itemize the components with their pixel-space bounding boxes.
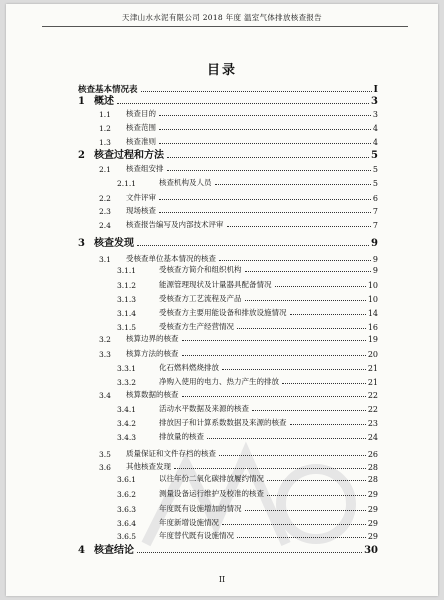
- toc-entry-page: 7: [372, 221, 378, 230]
- toc-entry[interactable]: [117, 529, 378, 541]
- toc-entry-number: 4: [78, 545, 85, 556]
- toc-entry-page: 14: [367, 309, 378, 318]
- toc-leader-dots: [245, 510, 366, 511]
- toc-leader-dots: [159, 212, 371, 213]
- toc-leader-dots: [167, 157, 369, 158]
- toc-entry-number: 3: [78, 238, 85, 249]
- toc-entry-number: 3.2: [99, 335, 111, 344]
- toc-entry[interactable]: [99, 204, 378, 216]
- toc-leader-dots: [219, 455, 366, 456]
- toc-entry-number: 3.3: [99, 350, 111, 359]
- toc-leader-dots: [267, 495, 366, 496]
- toc-entry[interactable]: [117, 502, 378, 514]
- toc-entry-number: 1.1: [99, 110, 111, 119]
- toc-entry-number: 3.1.5: [117, 323, 137, 332]
- toc-entry-page: 9: [371, 238, 378, 249]
- toc-leader-dots: [245, 300, 366, 301]
- toc-leader-dots: [267, 480, 366, 481]
- toc-entry-page: 21: [367, 378, 378, 387]
- toc-entry-title: 现场核查: [126, 206, 156, 215]
- toc-entry-page: 10: [367, 295, 378, 304]
- header-title: 天津山水水泥有限公司 2018 年度 温室气体排放核查报告: [122, 13, 322, 22]
- toc-entry-title: 排放量的核查: [159, 432, 204, 441]
- toc-entry[interactable]: [99, 162, 378, 174]
- toc-entry[interactable]: [117, 361, 378, 373]
- toc-entry-title: 年度既有设施增加的情况: [159, 504, 242, 513]
- toc-entry-title: 核查范围: [126, 123, 156, 132]
- toc-leader-dots: [182, 396, 366, 397]
- toc-leader-dots: [182, 355, 366, 356]
- toc-leader-dots: [159, 199, 371, 200]
- toc-leader-dots: [159, 115, 371, 116]
- toc-entry[interactable]: [117, 487, 378, 499]
- toc-entry[interactable]: [117, 375, 378, 387]
- toc-leader-dots: [237, 328, 366, 329]
- toc-entry-title: 文件评审: [126, 193, 156, 202]
- toc-entry-title: 核算边界的核查: [126, 334, 179, 343]
- toc-entry-title: 概述: [94, 96, 114, 107]
- toc-entry-page: 26: [367, 450, 378, 459]
- toc-entry[interactable]: [117, 278, 378, 290]
- toc-entry-title: 核算方法的核查: [126, 349, 179, 358]
- toc-leader-dots: [117, 103, 369, 104]
- toc-entry-number: 3.6.5: [117, 532, 137, 541]
- toc-entry-title: 核查报告编写及内部技术评审: [126, 220, 224, 229]
- toc-entry-title: 活动水平数据及来源的核查: [159, 404, 249, 413]
- toc-entry-number: 3.4.3: [117, 433, 137, 442]
- toc-leader-dots: [275, 286, 366, 287]
- toc-entry-title: 受核查方工艺流程及产品: [159, 294, 242, 303]
- toc-entry[interactable]: [117, 176, 378, 188]
- toc-entry[interactable]: [99, 347, 378, 359]
- toc-entry-title: 核查发现: [94, 238, 134, 249]
- document-page: [6, 4, 438, 596]
- toc-entry-page: 7: [372, 207, 378, 216]
- toc-entry-title: 受核查方生产经营情况: [159, 322, 234, 331]
- toc-entry-title: 质量保证和文件存档的核查: [126, 449, 216, 458]
- toc-entry-number: 1.2: [99, 124, 111, 133]
- toc-entry-page: 3: [372, 110, 378, 119]
- toc-entry-number: 2.1: [99, 165, 111, 174]
- toc-entry-page: 29: [367, 532, 378, 541]
- toc-entry-number: 3.6.2: [117, 490, 137, 499]
- toc-entry-number: 3.1: [99, 255, 111, 264]
- toc-leader-dots: [159, 143, 371, 144]
- toc-entry-title: 净购入使用的电力、热力产生的排放: [159, 377, 279, 386]
- toc-leader-dots: [237, 537, 366, 538]
- toc-entry-page: 9: [372, 266, 378, 275]
- toc-entry-page: 5: [372, 179, 378, 188]
- toc-entry-page: 4: [372, 138, 378, 147]
- toc-entry-page: 5: [371, 150, 378, 161]
- toc-entry-page: 29: [367, 505, 378, 514]
- toc-leader-dots: [290, 314, 366, 315]
- toc-entry-number: 3.1.4: [117, 309, 137, 318]
- toc-entry-title: 核查准则: [126, 137, 156, 146]
- toc-entry[interactable]: [117, 320, 378, 332]
- toc-leader-dots: [167, 170, 371, 171]
- toc-entry-number: 2.3: [99, 207, 111, 216]
- toc-entry-number: 3.1.3: [117, 295, 137, 304]
- toc-entry-number: 3.3.1: [117, 364, 137, 373]
- toc-entry-page: 22: [367, 391, 378, 400]
- toc-entry-number: 3.4.1: [117, 405, 137, 414]
- toc-entry[interactable]: [117, 430, 378, 442]
- toc-leader-dots: [159, 129, 371, 130]
- toc-entry[interactable]: [99, 460, 378, 472]
- toc-entry-number: 2: [78, 150, 85, 161]
- toc-leader-dots: [215, 184, 371, 185]
- toc-entry[interactable]: [117, 516, 378, 528]
- toc-entry-number: 1.3: [99, 138, 111, 147]
- toc-entry-page: 10: [367, 281, 378, 290]
- toc-entry-page: 22: [367, 405, 378, 414]
- toc-entry-title: 年度新增设施情况: [159, 518, 219, 527]
- toc-entry[interactable]: [99, 218, 378, 230]
- toc-entry-number: 3.1.2: [117, 281, 137, 290]
- toc-entry-page: I: [373, 84, 378, 95]
- toc-entry-page: 30: [364, 545, 378, 556]
- toc-entry-title: 核算数据的核查: [126, 390, 179, 399]
- toc-entry-title: 测量设备运行维护及校准的核查: [159, 489, 264, 498]
- toc-entry-title: 受核查方简介和组织机构: [159, 265, 242, 274]
- toc-entry-page: 23: [367, 419, 378, 428]
- toc-entry[interactable]: [99, 121, 378, 133]
- toc-entry-page: 6: [372, 194, 378, 203]
- toc-entry-title: 核查机构及人员: [159, 178, 212, 187]
- toc-entry-number: 2.2: [99, 194, 111, 203]
- toc-entry-title: 核查结论: [94, 545, 134, 556]
- toc-entry[interactable]: [99, 388, 378, 400]
- toc-entry-page: 24: [367, 433, 378, 442]
- toc-entry-number: 2.1.1: [117, 179, 137, 188]
- toc-leader-dots: [137, 245, 369, 246]
- toc-leader-dots: [252, 410, 366, 411]
- toc-entry-page: 4: [372, 124, 378, 133]
- toc-entry-page: 28: [367, 463, 378, 472]
- toc-entry-page: 9: [372, 255, 378, 264]
- toc-entry-title: 年度替代既有设施情况: [159, 531, 234, 540]
- toc-entry-number: 3.6.1: [117, 475, 137, 484]
- toc-leader-dots: [174, 468, 366, 469]
- toc-entry-page: 3: [371, 96, 378, 107]
- toc-leader-dots: [219, 260, 371, 261]
- toc-entry-page: 28: [367, 475, 378, 484]
- toc-entry-number: 3.6.3: [117, 505, 137, 514]
- toc-entry[interactable]: [99, 447, 378, 459]
- toc-entry[interactable]: [117, 292, 378, 304]
- toc-entry-title: 受核查方主要用能设备和排放设施情况: [159, 308, 287, 317]
- toc-entry-number: 2.4: [99, 221, 111, 230]
- toc-entry-number: 3.4: [99, 391, 111, 400]
- toc-entry[interactable]: [117, 263, 378, 275]
- toc-entry[interactable]: [117, 306, 378, 318]
- toc-entry[interactable]: [117, 472, 378, 484]
- toc-entry-page: 29: [367, 490, 378, 499]
- toc-entry-title: 其他核查发现: [126, 462, 171, 471]
- toc-entry[interactable]: [78, 95, 378, 107]
- toc-entry-number: 3.5: [99, 450, 111, 459]
- toc-leader-dots: [182, 340, 366, 341]
- toc-leader-dots: [222, 524, 366, 525]
- toc-entry-title: 核查目的: [126, 109, 156, 118]
- toc-leader-dots: [137, 552, 362, 553]
- toc-entry-title: 以往年份二氧化碳排放履约情况: [159, 474, 264, 483]
- toc-entry-page: 19: [367, 335, 378, 344]
- toc-entry[interactable]: [117, 416, 378, 428]
- toc-entry[interactable]: [117, 402, 378, 414]
- toc-leader-dots: [227, 226, 371, 227]
- toc-entry-number: 3.6: [99, 463, 111, 472]
- toc-entry-page: 5: [372, 165, 378, 174]
- toc-entry[interactable]: [78, 544, 378, 556]
- toc-entry-title: 受核查单位基本情况的核查: [126, 254, 216, 263]
- toc-entry-page: 29: [367, 519, 378, 528]
- toc-entry-number: 3.6.4: [117, 519, 137, 528]
- toc-entry-title: 化石燃料燃烧排放: [159, 363, 219, 372]
- toc-entry-title: 能源管理现状及计量器具配备情况: [159, 280, 272, 289]
- toc-entry[interactable]: [78, 149, 378, 161]
- toc-entry-page: 16: [367, 323, 378, 332]
- toc-entry[interactable]: [99, 107, 378, 119]
- toc-entry[interactable]: [78, 83, 378, 95]
- toc-entry[interactable]: [78, 237, 378, 249]
- toc-leader-dots: [141, 91, 372, 92]
- toc-leader-dots: [245, 271, 371, 272]
- toc-leader-dots: [207, 438, 366, 439]
- toc-entry-number: 3.1.1: [117, 266, 137, 275]
- toc-entry-title: 核查基本情况表: [78, 85, 138, 95]
- toc-leader-dots: [222, 369, 366, 370]
- toc-entry[interactable]: [99, 332, 378, 344]
- toc-entry-page: 21: [367, 364, 378, 373]
- toc-entry-page: 20: [367, 350, 378, 359]
- toc-entry-title: 核查过程和方法: [94, 150, 164, 161]
- page-title: 目录: [206, 63, 237, 78]
- toc-entry-number: 3.3.2: [117, 378, 137, 387]
- page-number: II: [218, 575, 226, 584]
- table-of-contents: [6, 4, 438, 596]
- toc-entry-number: 1: [78, 96, 85, 107]
- toc-entry-title: 核查组安排: [126, 164, 164, 173]
- toc-leader-dots: [282, 383, 366, 384]
- toc-entry-number: 3.4.2: [117, 419, 137, 428]
- toc-entry-title: 排放因子和计算系数数据及来源的核查: [159, 418, 287, 427]
- toc-entry[interactable]: [99, 191, 378, 203]
- toc-leader-dots: [290, 424, 366, 425]
